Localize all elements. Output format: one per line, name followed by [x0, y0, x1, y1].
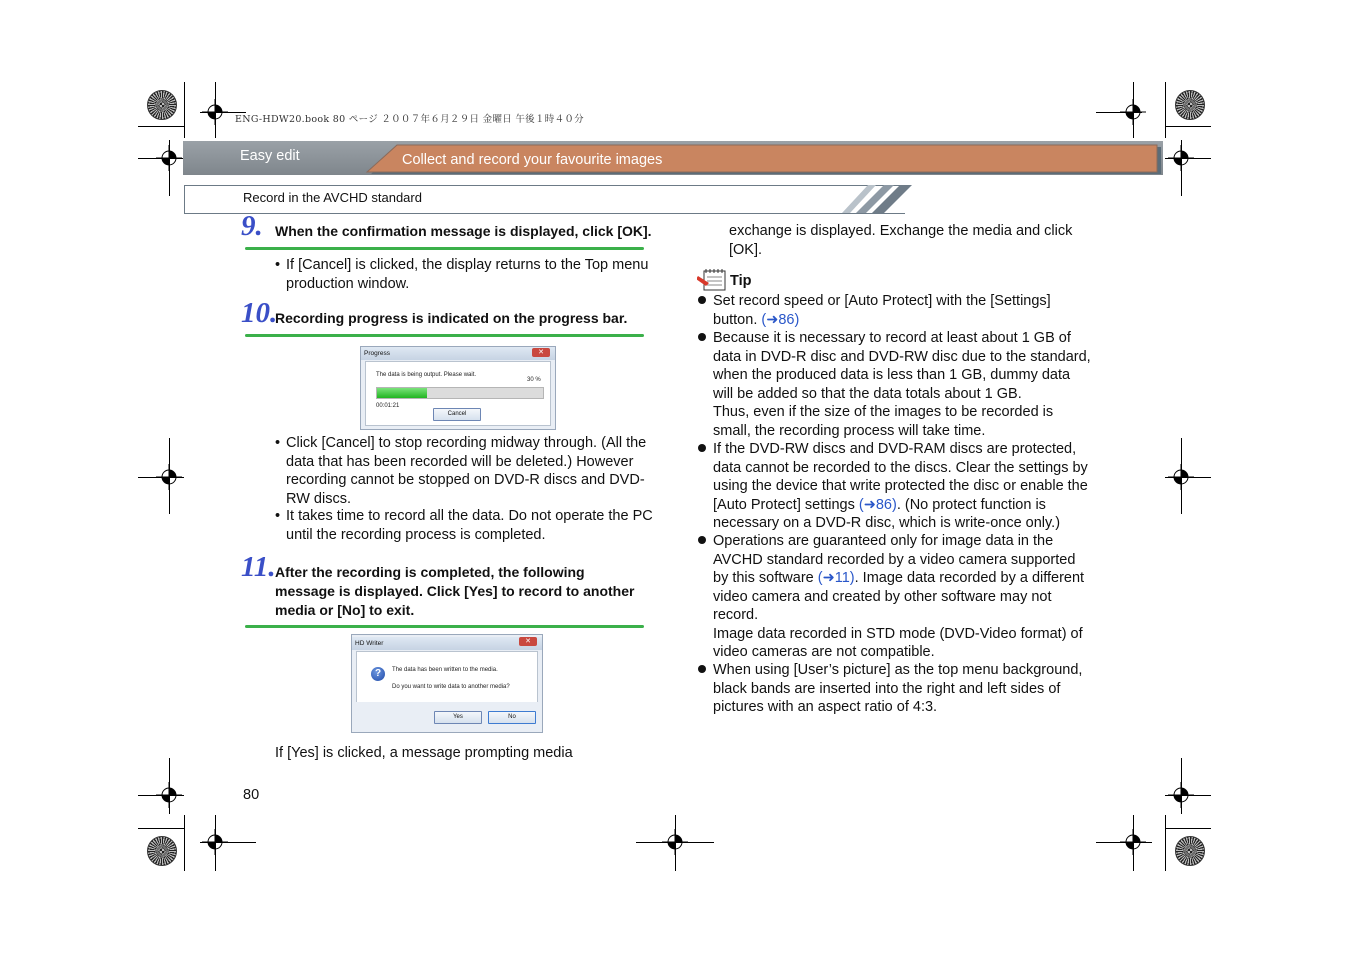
dialog-body — [356, 651, 538, 702]
bullet-text: It takes time to record all the data. Do not operate the PC until the recording process is completed. — [286, 508, 653, 543]
tip-line: Set record speed or [Auto Protect] with the [Settings] — [713, 293, 1051, 309]
crosshair-icon — [202, 829, 228, 855]
elapsed-time: 00:01:21 — [376, 403, 400, 409]
yes-button[interactable]: Yes — [434, 711, 482, 724]
continuation-text: exchange is displayed. Exchange the media and click [OK]. — [729, 223, 1073, 258]
tip-line: record. — [713, 607, 759, 623]
section-title: Easy edit — [240, 148, 300, 164]
registration-rosette-bottom-left — [147, 836, 177, 866]
step-heading: After the recording is completed, the following message is displayed. Click [Yes] to record to another media or [No] to exit. — [275, 564, 635, 618]
step-heading: Recording progress is indicated on the progress bar. — [275, 310, 628, 326]
progress-percent: 30 % — [527, 377, 541, 383]
list-item: • Click [Cancel] to stop recording midway through. (All the data that has been recorded will be deleted.) However recording cannot be stopped on DVD-R discs and DVD-RW discs. — [275, 434, 655, 508]
tip-line: Thus, even if the size of the images to be recorded is — [713, 404, 1054, 420]
page-link[interactable]: (➜86) — [858, 496, 897, 513]
tip-line: If the DVD-RW discs and DVD-RAM discs are protected, — [713, 441, 1077, 457]
registration-rosette-bottom-right — [1175, 836, 1205, 866]
registration-rosette-top-right — [1175, 90, 1205, 120]
close-icon[interactable]: ✕ — [532, 348, 550, 357]
registration-rosette-top-left — [147, 90, 177, 120]
crosshair-icon — [1120, 99, 1146, 125]
bullet-dot — [698, 444, 706, 452]
print-info-line: ENG-HDW20.book 80 ページ ２００７年６月２９日 金曜日 午後１時４０分 — [235, 114, 584, 125]
page-title: Collect and record your favourite images — [402, 152, 663, 168]
tip-line: video camera and created by other software may not — [713, 588, 1052, 605]
bullet-text: Click [Cancel] to stop recording midway through. (All the data that has been recorded will be deleted.) However recording cannot be stopped on DVD-R discs and DVD-RW discs. — [286, 435, 647, 507]
tip-line: small, the recording process will take time. — [713, 422, 986, 439]
dialog-title: Progress — [361, 347, 555, 360]
tip-line: AVCHD standard recorded by a video camera supported — [713, 551, 1076, 568]
list-item: • It takes time to record all the data. Do not operate the PC until the recording process is completed. — [275, 507, 655, 544]
tip-line: pictures with an aspect ratio of 4:3. — [713, 699, 938, 715]
progress-bar-fill — [377, 388, 427, 398]
tip-line: . Image data recorded by a different — [854, 570, 1085, 586]
tip-line: Operations are guaranteed only for image data in the — [713, 533, 1054, 549]
tip-line: data in DVD-R disc and DVD-RW disc due to the standard, — [713, 348, 1091, 365]
tip-line: when the produced data is less than 1 GB, dummy data — [713, 367, 1071, 383]
subtitle-text: Record in the AVCHD standard — [243, 190, 422, 205]
tip-line: [Auto Protect] settings — [713, 496, 859, 513]
step-divider — [245, 247, 644, 250]
progress-message: The data is being output. Please wait. — [376, 372, 477, 378]
progress-bar — [376, 387, 544, 399]
bullet-text: If [Cancel] is clicked, the display returns to the Top menu production window. — [286, 257, 649, 292]
crosshair-icon — [1120, 829, 1146, 855]
tip-line: Image data recorded in STD mode (DVD-Video format) of — [713, 625, 1083, 642]
page-number: 80 — [243, 787, 260, 803]
tip-line: using the device that write protected the disc or enable the — [713, 478, 1088, 494]
tip-item — [713, 440, 1108, 533]
page-link[interactable]: (➜86) — [761, 311, 800, 328]
no-button[interactable]: No — [488, 711, 536, 724]
step-note: If [Yes] is clicked, a message prompting media — [275, 745, 573, 761]
tip-line: necessary on a DVD-R disc, which is write-once only.) — [713, 515, 1061, 531]
step-number: 11. — [241, 551, 276, 583]
step-number: 10. — [241, 297, 278, 329]
dialog-title: HD Writer — [352, 637, 542, 650]
crosshair-icon — [202, 99, 228, 125]
tip-label: Tip — [730, 273, 752, 289]
bullet-dot — [698, 665, 706, 673]
step-number: 9. — [241, 210, 263, 242]
writer-message-1: The data has been written to the media. — [392, 667, 498, 673]
page-link[interactable]: (➜11) — [817, 570, 855, 586]
close-icon[interactable]: ✕ — [519, 637, 537, 646]
step-heading: When the confirmation message is displayed, click [OK]. — [275, 223, 652, 239]
tip-line: will be added so that the data totals about 1 GB. — [713, 385, 1022, 402]
writer-dialog — [351, 634, 543, 733]
bullet-dot — [698, 536, 706, 544]
tip-item — [713, 532, 1108, 662]
tip-line: . (No protect function is — [896, 496, 1046, 513]
tip-notepad-icon — [697, 268, 729, 292]
step-divider — [245, 334, 644, 337]
subtitle-stripes — [830, 184, 915, 214]
tip-line: button. — [713, 311, 762, 328]
bullet-dot — [698, 296, 706, 304]
cancel-button[interactable]: Cancel — [433, 408, 481, 421]
bullet-dot — [698, 333, 706, 341]
tip-line: video cameras are not compatible. — [713, 644, 935, 660]
step-divider — [245, 625, 644, 628]
question-icon: ? — [371, 667, 385, 681]
crosshair-icon — [662, 829, 688, 855]
tip-line: Because it is necessary to record at least about 1 GB of — [713, 330, 1071, 346]
tip-item — [713, 661, 1108, 717]
tip-line: When using [User’s picture] as the top menu background, — [713, 662, 1083, 678]
progress-dialog — [360, 346, 556, 430]
tip-item — [713, 292, 1108, 329]
dialog-body — [365, 361, 551, 426]
tip-line: by this software — [713, 570, 818, 586]
tip-line: data cannot be recorded to the discs. Clear the settings by — [713, 459, 1088, 476]
tip-line: black bands are inserted into the right and left sides of — [713, 680, 1061, 697]
writer-message-2: Do you want to write data to another media? — [392, 684, 510, 690]
list-item: • If [Cancel] is clicked, the display returns to the Top menu production window. — [275, 257, 649, 292]
tip-item — [713, 329, 1108, 440]
